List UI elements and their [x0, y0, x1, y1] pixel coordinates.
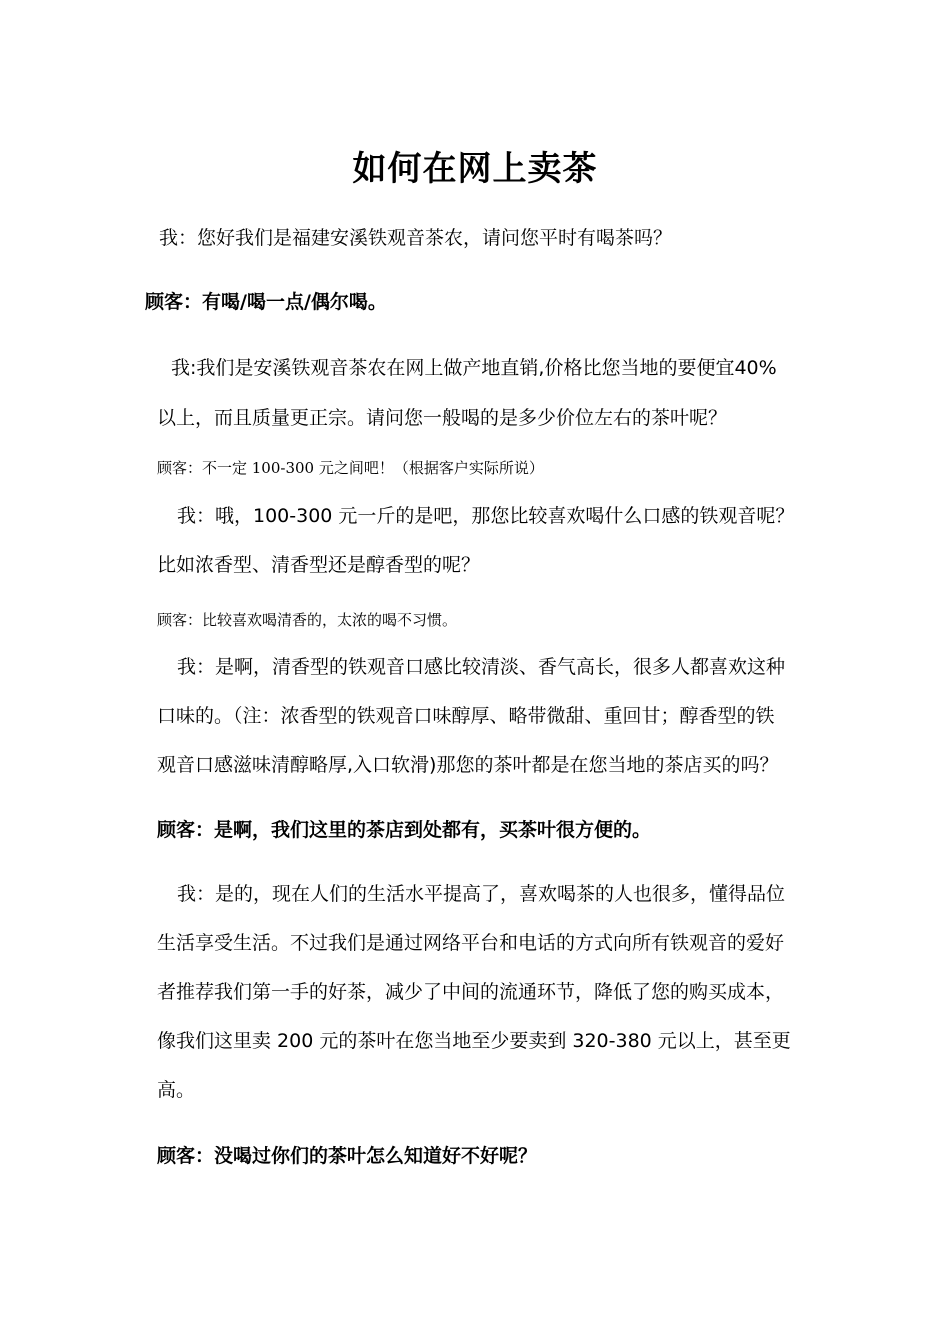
paragraph-line: 观音口感滋味清醇略厚,入口软滑)那您的茶叶都是在您当地的茶店买的吗？: [157, 754, 779, 776]
paragraph-me-pitch: [157, 356, 807, 430]
paragraph-line: 口味的。（注：浓香型的铁观音口味醇厚、略带微甜、重回甘；醇香型的铁: [157, 705, 775, 727]
paragraph-line: 我：是啊，清香型的铁观音口感比较清淡、香气高长，很多人都喜欢这种: [177, 656, 786, 678]
paragraph-line: 顾客：有喝/喝一点/偶尔喝。: [145, 291, 387, 313]
paragraph-me-greeting: [157, 226, 807, 250]
paragraph-line: 顾客：是啊，我们这里的茶店到处都有，买茶叶很方便的。: [157, 819, 652, 841]
paragraph-line: 生活享受生活。不过我们是通过网络平台和电话的方式向所有铁观音的爱好: [157, 932, 785, 954]
paragraph-line: 我：您好我们是福建安溪铁观音茶农，请问您平时有喝茶吗？: [159, 227, 673, 249]
paragraph-line: 我：是的，现在人们的生活水平提高了，喜欢喝茶的人也很多，懂得品位: [177, 883, 786, 905]
paragraph-customer-reply: [145, 290, 795, 314]
paragraph-customer-shops: [157, 818, 807, 842]
paragraph-line: 高。: [157, 1079, 196, 1101]
paragraph-me-explain: [157, 655, 807, 777]
paragraph-customer-question: [157, 1144, 807, 1168]
paragraph-line: 我：哦，100-300 元一斤的是吧，那您比较喜欢喝什么口感的铁观音呢？: [177, 505, 795, 527]
paragraph-me-platform: [157, 882, 807, 1102]
paragraph-line: 者推荐我们第一手的好茶，减少了中间的流通环节，降低了您的购买成本，: [157, 981, 785, 1003]
paragraph-customer-price: [157, 458, 807, 482]
paragraph-line: 以上，而且质量更正宗。请问您一般喝的是多少价位左右的茶叶呢？: [157, 407, 728, 429]
paragraph-line: 我:我们是安溪铁观音茶农在网上做产地直销,价格比您当地的要便宜40%: [171, 357, 777, 379]
paragraph-line: 比如浓香型、清香型还是醇香型的呢？: [157, 554, 481, 576]
paragraph-customer-preference: [157, 610, 807, 634]
document-title: 如何在网上卖茶: [352, 148, 598, 189]
paragraph-me-taste: [157, 504, 807, 577]
paragraph-line: 顾客：比较喜欢喝清香的，太浓的喝不习惯。: [157, 611, 458, 629]
paragraph-line: 像我们这里卖 200 元的茶叶在您当地至少要卖到 320-380 元以上，甚至更: [157, 1030, 791, 1052]
paragraph-line: 顾客：不一定 100-300 元之间吧！（根据客户实际所说）: [157, 459, 544, 477]
paragraph-line: 顾客：没喝过你们的茶叶怎么知道好不好呢？: [157, 1145, 538, 1167]
